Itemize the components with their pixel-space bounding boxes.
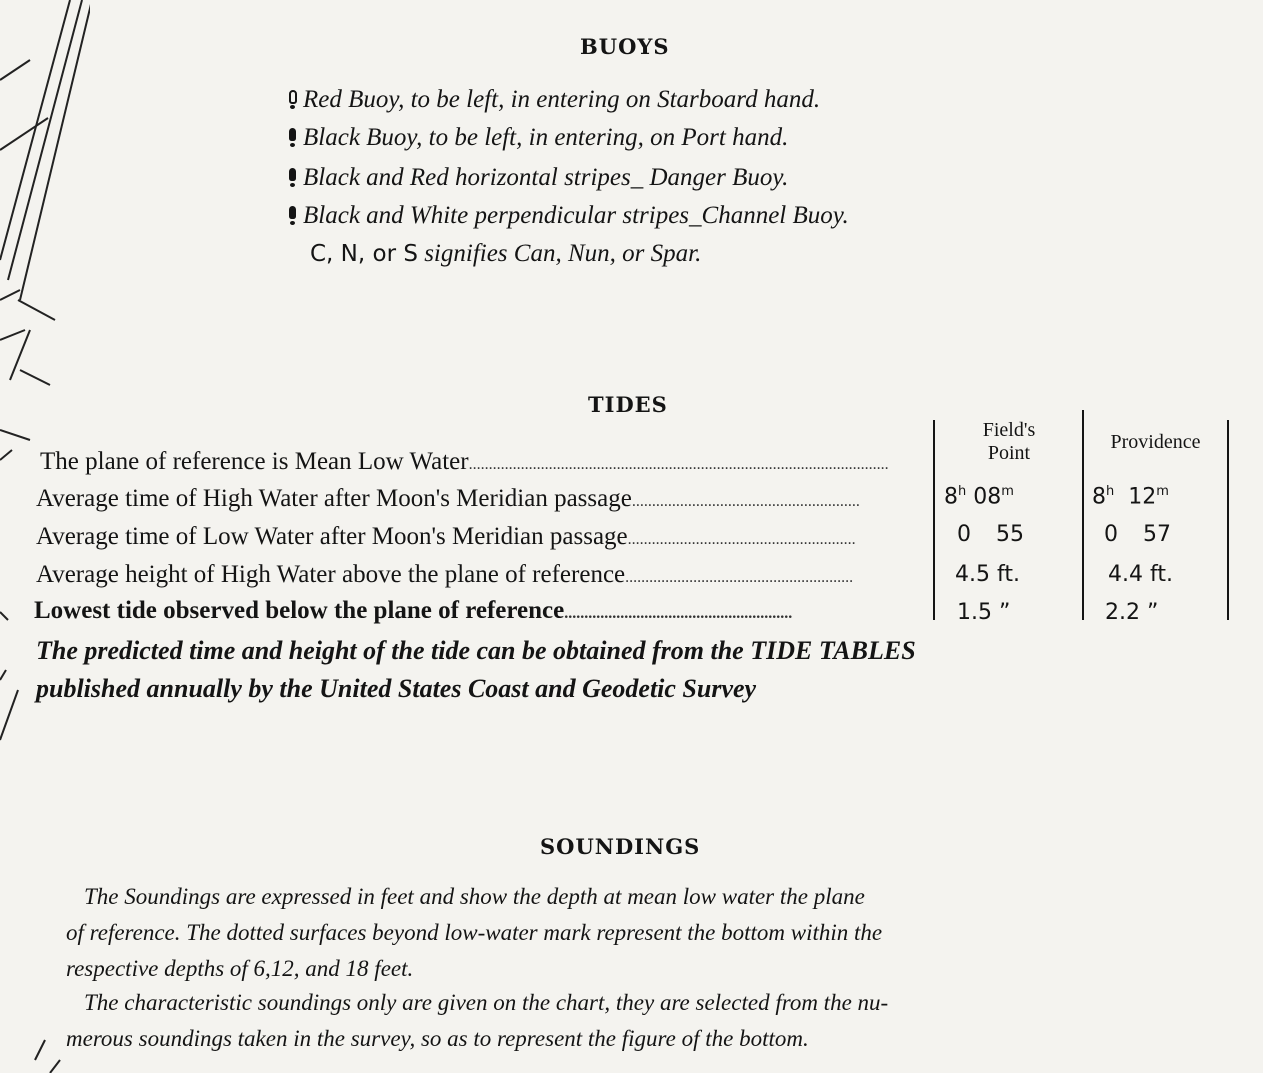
providence-lowest-tide: 2.2 ” bbox=[1105, 600, 1159, 625]
buoy-legend-item: Black and White perpendicular stripes_Channel Buoy. bbox=[288, 202, 849, 230]
red-buoy-icon bbox=[288, 90, 297, 109]
soundings-paragraph-line: merous soundings taken in the survey, so as to represent the figure of the bottom. bbox=[66, 1026, 809, 1051]
table-row: The plane of reference is Mean Low Water......................................................................................................... bbox=[40, 448, 889, 475]
buoy-legend-item: Black and Red horizontal stripes_ Danger Buoy. bbox=[288, 164, 788, 192]
table-row: Average height of High Water above the plane of reference......................................................... bbox=[36, 561, 854, 588]
fields-point-high-water-time: 8$^h$ 08$^m$ bbox=[944, 484, 1014, 510]
providence-low-water-time: 0 57 bbox=[1104, 522, 1171, 547]
column-header-providence: Providence bbox=[1110, 431, 1201, 453]
buoy-type-meaning: signifies Can, Nun, or Spar. bbox=[424, 240, 702, 267]
black-buoy-icon bbox=[288, 128, 297, 147]
table-rule-right bbox=[1227, 420, 1229, 620]
providence-high-water-time: 8$^h$ 12$^m$ bbox=[1092, 484, 1169, 510]
soundings-paragraph-line: of reference. The dotted surfaces beyond low-water mark represent the bottom within the bbox=[66, 920, 883, 945]
buoy-legend-item: Red Buoy, to be left, in entering on Starboard hand. bbox=[288, 86, 820, 114]
providence-high-water-height: 4.4 ft. bbox=[1108, 562, 1173, 587]
tide-tables-note: The predicted time and height of the tide can be obtained from the TIDE TABLES bbox=[36, 636, 916, 665]
table-rule-left bbox=[933, 420, 935, 620]
row-label: Average time of Low Water after Moon's Meridian passage bbox=[36, 523, 628, 550]
table-row: Average time of Low Water after Moon's Meridian passage......................................................... bbox=[36, 523, 856, 550]
soundings-heading: SOUNDINGS bbox=[540, 834, 701, 859]
fields-point-lowest-tide: 1.5 ” bbox=[957, 600, 1011, 625]
table-row: Lowest tide observed below the plane of reference......................................................... bbox=[34, 597, 793, 624]
row-label: Average height of High Water above the plane of reference bbox=[36, 561, 626, 588]
soundings-paragraph-line: The characteristic soundings only are given on the chart, they are selected from the nu- bbox=[84, 990, 889, 1015]
channel-buoy-icon bbox=[288, 206, 297, 225]
tide-tables-note-cont: published annually by the United States Coast and Geodetic Survey bbox=[36, 674, 757, 703]
column-header-fields-point: Field's Point bbox=[982, 419, 1036, 464]
row-label: Average time of High Water after Moon's Meridian passage bbox=[36, 485, 632, 512]
row-label: Lowest tide observed below the plane of reference bbox=[34, 597, 565, 624]
buoys-heading: BUOYS bbox=[580, 34, 670, 59]
danger-buoy-icon bbox=[288, 168, 297, 187]
soundings-paragraph-line: The Soundings are expressed in feet and show the depth at mean low water the plane bbox=[84, 884, 865, 909]
fields-point-high-water-height: 4.5 ft. bbox=[955, 562, 1020, 587]
buoy-type-codes: C, N, or S bbox=[310, 241, 418, 267]
buoy-type-note bbox=[310, 240, 701, 268]
buoy-legend-item: Black Buoy, to be left, in entering, on Port hand. bbox=[288, 124, 788, 152]
tides-heading: TIDES bbox=[588, 392, 668, 417]
fields-point-low-water-time: 0 55 bbox=[957, 522, 1024, 547]
table-row: Average time of High Water after Moon's Meridian passage......................................................... bbox=[36, 485, 860, 512]
soundings-paragraph-line: respective depths of 6,12, and 18 feet. bbox=[66, 956, 414, 981]
row-label: The plane of reference is Mean Low Water bbox=[40, 448, 469, 475]
